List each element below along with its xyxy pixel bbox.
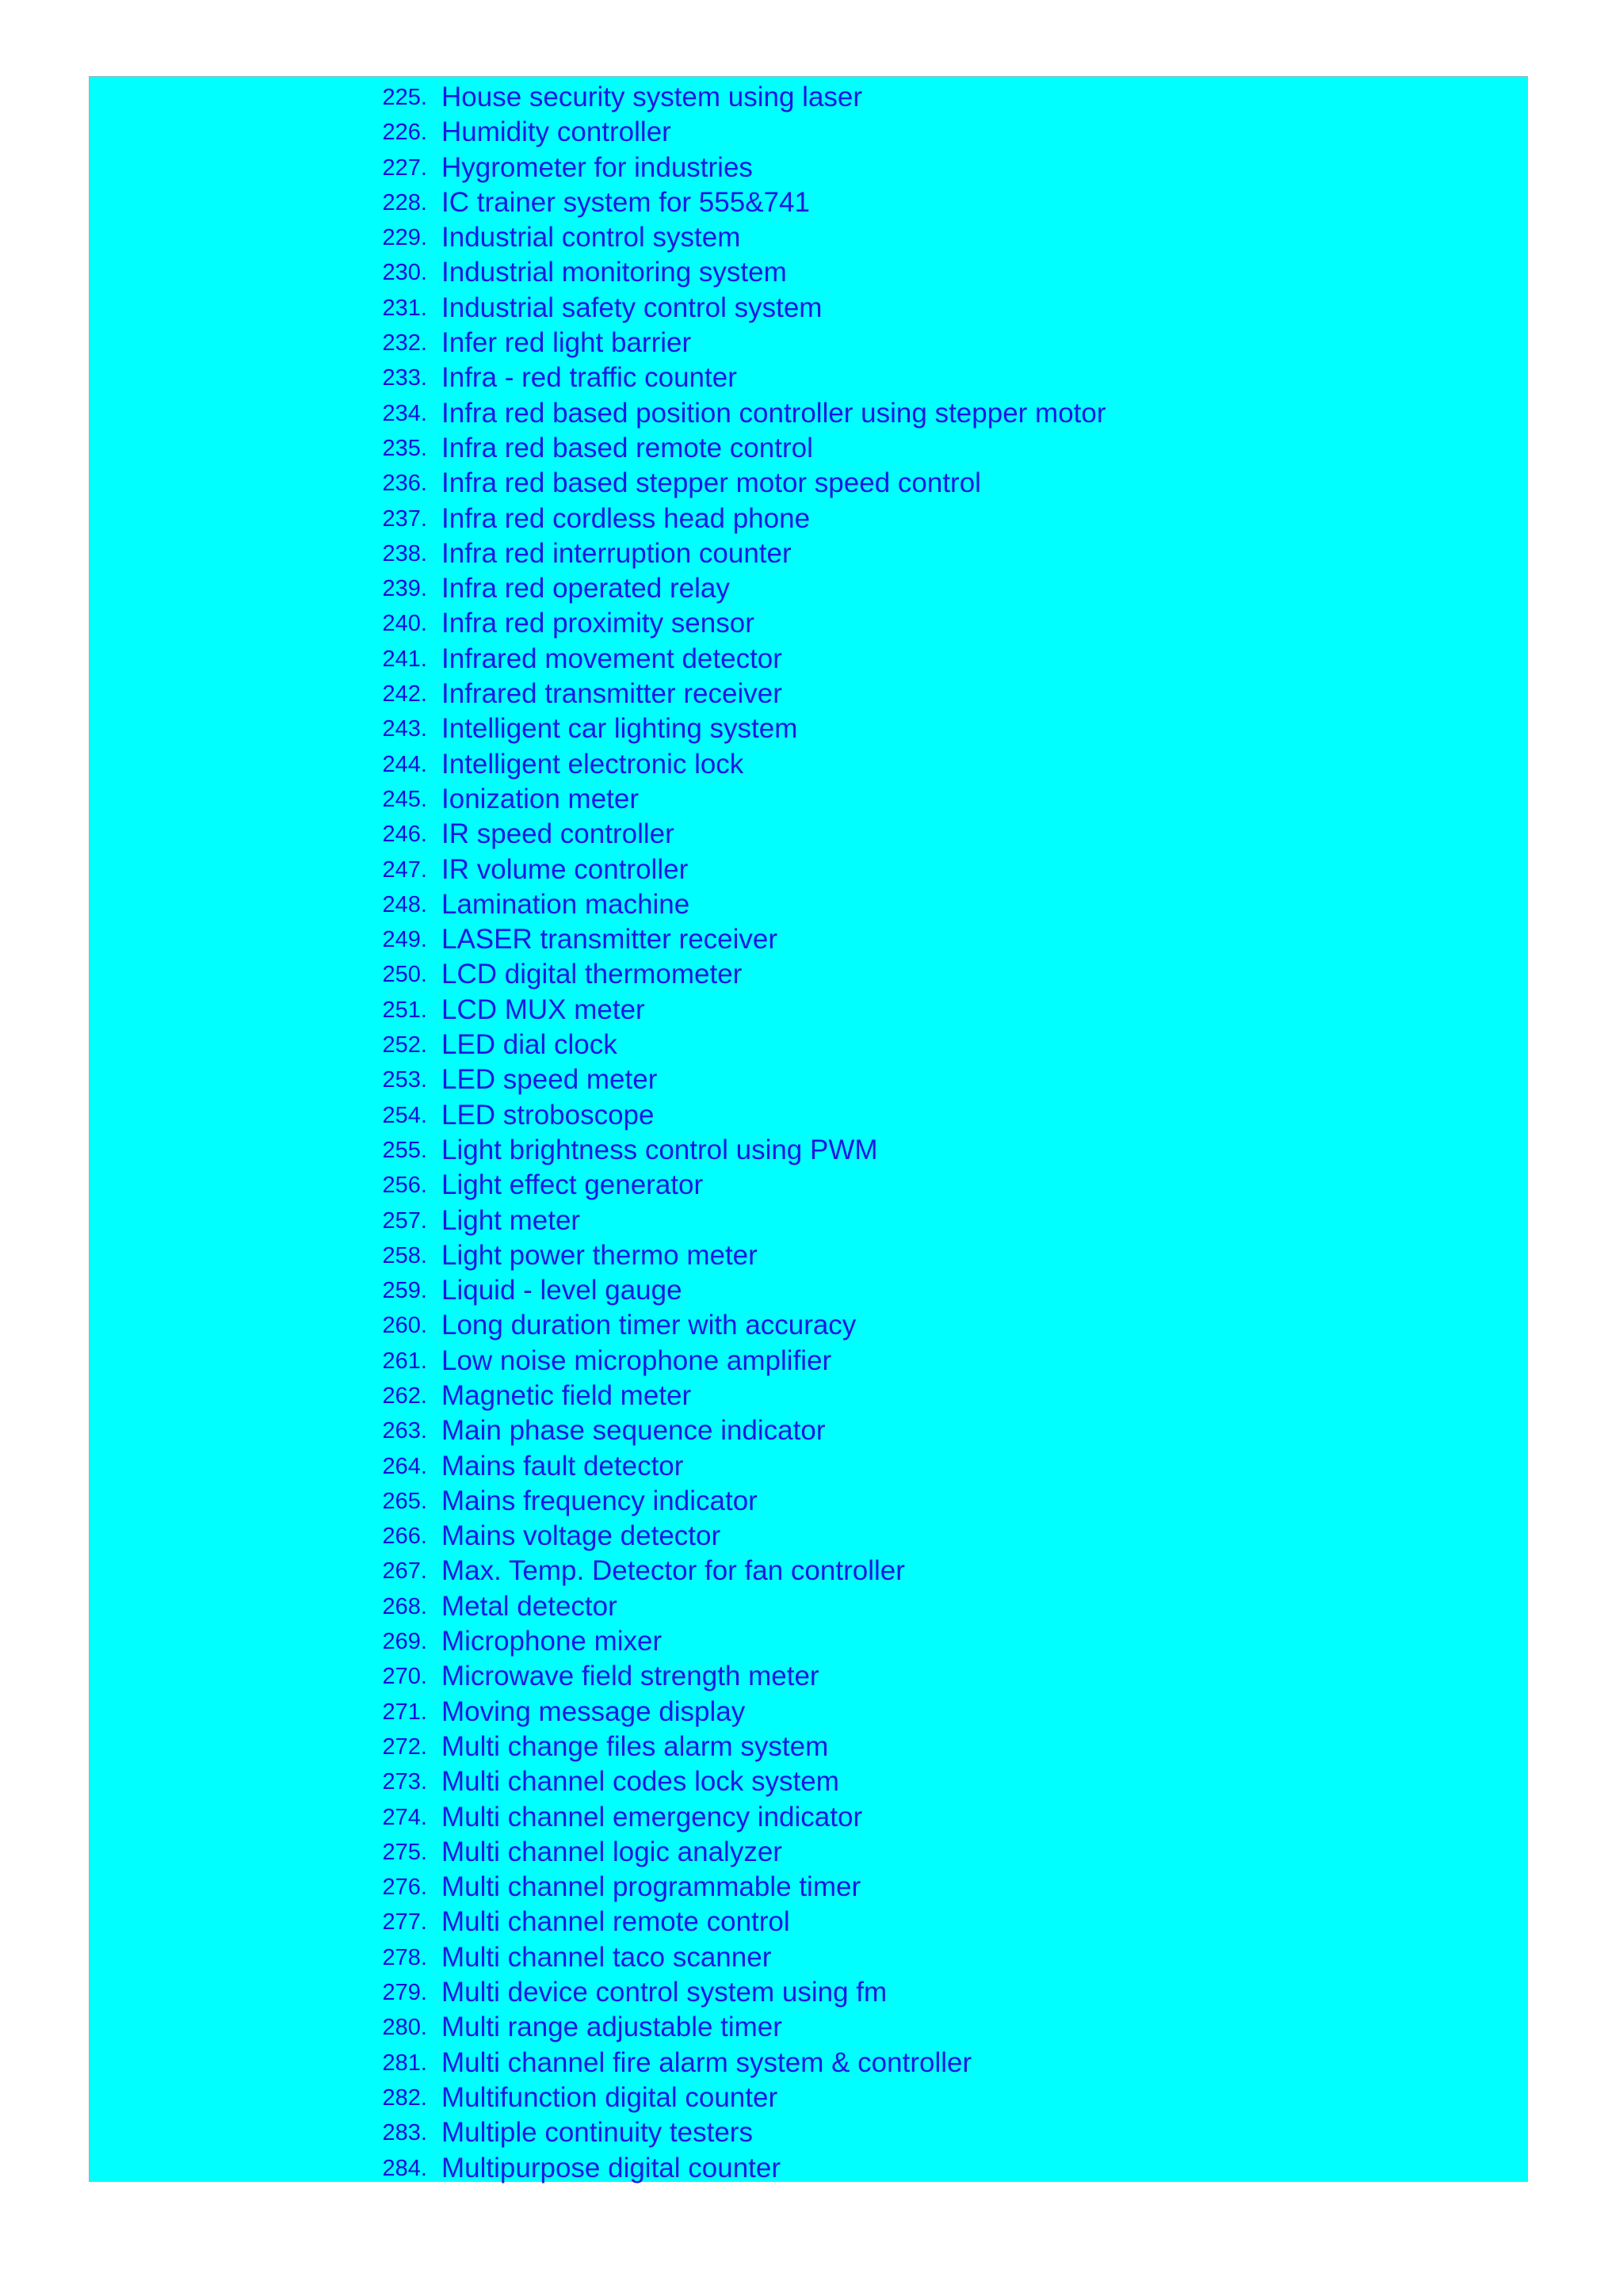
item-number: 236. xyxy=(382,471,427,497)
item-label: Industrial control system xyxy=(441,222,741,254)
list-item xyxy=(90,2081,1527,2115)
item-number: 238. xyxy=(382,540,427,566)
item-number: 240. xyxy=(382,611,427,637)
item-number: 252. xyxy=(382,1032,427,1058)
item-number: 225. xyxy=(382,85,427,110)
item-number: 259. xyxy=(382,1278,427,1304)
item-number: 242. xyxy=(382,681,427,707)
item-label: LED dial clock xyxy=(441,1029,617,1061)
list-item xyxy=(90,1659,1527,1694)
item-label: Main phase sequence indicator xyxy=(441,1415,826,1447)
item-label: Multipurpose digital counter xyxy=(441,2152,781,2183)
item-number: 260. xyxy=(382,1313,427,1339)
list-item xyxy=(90,326,1527,360)
item-number: 246. xyxy=(382,822,427,848)
list-item xyxy=(90,1764,1527,1799)
item-label: Multi channel logic analyzer xyxy=(441,1836,782,1867)
item-label: Multi channel fire alarm system & controller xyxy=(441,2046,972,2078)
item-label: House security system using laser xyxy=(441,82,863,113)
item-label: Lamination machine xyxy=(441,888,690,920)
item-number: 271. xyxy=(382,1699,427,1725)
list-item xyxy=(90,642,1527,677)
list-item xyxy=(90,677,1527,711)
item-number: 270. xyxy=(382,1664,427,1690)
list-item xyxy=(90,2046,1527,2081)
list-item xyxy=(90,185,1527,220)
list-item xyxy=(90,1730,1527,1764)
list-item xyxy=(90,1589,1527,1624)
item-number: 244. xyxy=(382,751,427,777)
item-number: 235. xyxy=(382,435,427,461)
list-item xyxy=(90,151,1527,185)
item-label: Microwave field strength meter xyxy=(441,1661,819,1692)
item-number: 255. xyxy=(382,1137,427,1163)
item-number: 258. xyxy=(382,1242,427,1268)
item-label: Max. Temp. Detector for fan controller xyxy=(441,1555,905,1587)
item-number: 280. xyxy=(382,2015,427,2041)
list-item xyxy=(90,711,1527,746)
item-label: LASER transmitter receiver xyxy=(441,924,778,955)
item-label: Light meter xyxy=(441,1204,581,1236)
item-label: LED speed meter xyxy=(441,1064,658,1096)
list-item xyxy=(90,431,1527,466)
list-item xyxy=(90,502,1527,536)
item-label: LCD digital thermometer xyxy=(441,959,743,990)
item-label: Long duration timer with accuracy xyxy=(441,1310,857,1341)
item-number: 265. xyxy=(382,1488,427,1514)
item-number: 241. xyxy=(382,646,427,672)
list-item xyxy=(90,1554,1527,1589)
project-list xyxy=(90,80,1527,2186)
item-label: Infra red based position controller using stepper motor xyxy=(441,397,1106,429)
item-label: IR speed controller xyxy=(441,818,674,850)
list-item xyxy=(90,1905,1527,1939)
item-label: IC trainer system for 555&741 xyxy=(441,186,810,218)
item-label: Infra red operated relay xyxy=(441,573,730,605)
item-label: Metal detector xyxy=(441,1590,617,1622)
list-item xyxy=(90,1519,1527,1554)
list-item xyxy=(90,1940,1527,1975)
list-item xyxy=(90,1273,1527,1308)
list-item xyxy=(90,2151,1527,2186)
list-item xyxy=(90,1238,1527,1273)
project-list-panel xyxy=(89,76,1528,2182)
item-number: 273. xyxy=(382,1769,427,1795)
list-item xyxy=(90,1870,1527,1905)
item-number: 263. xyxy=(382,1418,427,1444)
item-number: 243. xyxy=(382,716,427,742)
item-label: Multi channel programmable timer xyxy=(441,1871,861,1903)
item-label: LCD MUX meter xyxy=(441,994,645,1025)
list-item xyxy=(90,396,1527,431)
item-label: Magnetic field meter xyxy=(441,1379,692,1411)
item-label: Humidity controller xyxy=(441,116,671,148)
item-label: Intelligent car lighting system xyxy=(441,713,798,745)
item-number: 267. xyxy=(382,1558,427,1585)
item-number: 268. xyxy=(382,1593,427,1619)
list-item xyxy=(90,1975,1527,2010)
item-number: 282. xyxy=(382,2084,427,2111)
list-item xyxy=(90,80,1527,115)
item-number: 239. xyxy=(382,576,427,602)
item-number: 250. xyxy=(382,962,427,988)
item-number: 274. xyxy=(382,1804,427,1830)
list-item xyxy=(90,255,1527,290)
list-item xyxy=(90,1308,1527,1343)
list-item xyxy=(90,1028,1527,1062)
item-number: 231. xyxy=(382,295,427,321)
item-label: IR volume controller xyxy=(441,853,689,885)
item-number: 261. xyxy=(382,1348,427,1374)
list-item xyxy=(90,2115,1527,2150)
item-number: 226. xyxy=(382,120,427,146)
item-label: Light brightness control using PWM xyxy=(441,1134,878,1165)
item-number: 230. xyxy=(382,260,427,286)
list-item xyxy=(90,2010,1527,2045)
list-item xyxy=(90,852,1527,887)
list-item xyxy=(90,1344,1527,1379)
item-number: 237. xyxy=(382,505,427,532)
list-item xyxy=(90,1695,1527,1730)
list-item xyxy=(90,1133,1527,1168)
list-item xyxy=(90,957,1527,992)
list-item xyxy=(90,1835,1527,1870)
item-number: 264. xyxy=(382,1453,427,1479)
item-number: 283. xyxy=(382,2120,427,2146)
list-item xyxy=(90,887,1527,922)
item-label: LED stroboscope xyxy=(441,1099,655,1131)
item-number: 284. xyxy=(382,2155,427,2181)
item-label: Multi range adjustable timer xyxy=(441,2012,782,2043)
list-item xyxy=(90,1624,1527,1659)
list-item xyxy=(90,1484,1527,1519)
item-label: Infra red cordless head phone xyxy=(441,502,811,534)
item-number: 281. xyxy=(382,2050,427,2076)
item-label: Ionization meter xyxy=(441,783,640,814)
item-number: 229. xyxy=(382,225,427,251)
item-label: Infra red interruption counter xyxy=(441,537,792,569)
item-number: 254. xyxy=(382,1102,427,1128)
item-label: Light effect generator xyxy=(441,1169,704,1201)
item-label: Multiple continuity testers xyxy=(441,2117,753,2149)
item-label: Infra red based stepper motor speed control xyxy=(441,467,981,499)
item-label: Mains fault detector xyxy=(441,1450,684,1482)
item-number: 251. xyxy=(382,997,427,1023)
item-label: Industrial safety control system xyxy=(441,292,823,323)
item-number: 272. xyxy=(382,1733,427,1760)
item-number: 245. xyxy=(382,786,427,812)
item-label: Multifunction digital counter xyxy=(441,2081,778,2113)
item-label: Light power thermo meter xyxy=(441,1239,758,1271)
item-label: Infra - red traffic counter xyxy=(441,362,737,394)
item-number: 248. xyxy=(382,891,427,917)
list-item xyxy=(90,466,1527,501)
item-label: Multi change files alarm system xyxy=(441,1730,829,1762)
list-item xyxy=(90,571,1527,606)
item-number: 249. xyxy=(382,927,427,953)
item-label: Infrared movement detector xyxy=(441,643,782,674)
item-number: 228. xyxy=(382,189,427,215)
item-label: Infra red based remote control xyxy=(441,432,813,463)
list-item xyxy=(90,1379,1527,1413)
item-number: 233. xyxy=(382,365,427,391)
item-label: Moving message display xyxy=(441,1695,746,1727)
list-item xyxy=(90,360,1527,395)
item-label: Mains voltage detector xyxy=(441,1520,721,1552)
item-label: Multi channel emergency indicator xyxy=(441,1801,863,1833)
list-item xyxy=(90,220,1527,255)
item-number: 276. xyxy=(382,1875,427,1901)
item-label: Microphone mixer xyxy=(441,1626,663,1657)
list-item xyxy=(90,1800,1527,1835)
list-item xyxy=(90,606,1527,641)
item-number: 266. xyxy=(382,1524,427,1550)
item-number: 253. xyxy=(382,1067,427,1093)
list-item xyxy=(90,1062,1527,1097)
item-label: Hygrometer for industries xyxy=(441,151,753,183)
item-number: 269. xyxy=(382,1629,427,1655)
item-label: Multi channel codes lock system xyxy=(441,1766,839,1798)
item-label: Mains frequency indicator xyxy=(441,1485,758,1516)
item-label: Multi channel taco scanner xyxy=(441,1941,772,1973)
list-item xyxy=(90,817,1527,852)
item-number: 275. xyxy=(382,1839,427,1865)
item-label: Industrial monitoring system xyxy=(441,257,787,288)
list-item xyxy=(90,1449,1527,1484)
item-label: Infra red proximity sensor xyxy=(441,608,754,639)
list-item xyxy=(90,922,1527,957)
item-number: 262. xyxy=(382,1383,427,1409)
list-item xyxy=(90,1413,1527,1448)
list-item xyxy=(90,1098,1527,1133)
item-number: 279. xyxy=(382,1980,427,2006)
item-label: Low noise microphone amplifier xyxy=(441,1344,832,1376)
item-number: 227. xyxy=(382,154,427,181)
item-number: 256. xyxy=(382,1173,427,1199)
item-number: 277. xyxy=(382,1909,427,1936)
list-item xyxy=(90,993,1527,1028)
item-label: Multi device control system using fm xyxy=(441,1977,888,2008)
list-item xyxy=(90,115,1527,150)
item-number: 257. xyxy=(382,1207,427,1234)
list-item xyxy=(90,291,1527,326)
item-label: Intelligent electronic lock xyxy=(441,748,744,780)
list-item xyxy=(90,1168,1527,1203)
item-label: Infer red light barrier xyxy=(441,327,692,359)
item-number: 234. xyxy=(382,400,427,426)
item-label: Multi channel remote control xyxy=(441,1906,790,1938)
item-number: 247. xyxy=(382,856,427,883)
item-number: 278. xyxy=(382,1944,427,1970)
item-label: Infrared transmitter receiver xyxy=(441,678,782,710)
list-item xyxy=(90,536,1527,571)
list-item xyxy=(90,782,1527,817)
item-label: Liquid - level gauge xyxy=(441,1275,682,1306)
list-item xyxy=(90,1203,1527,1238)
list-item xyxy=(90,747,1527,782)
item-number: 232. xyxy=(382,330,427,357)
